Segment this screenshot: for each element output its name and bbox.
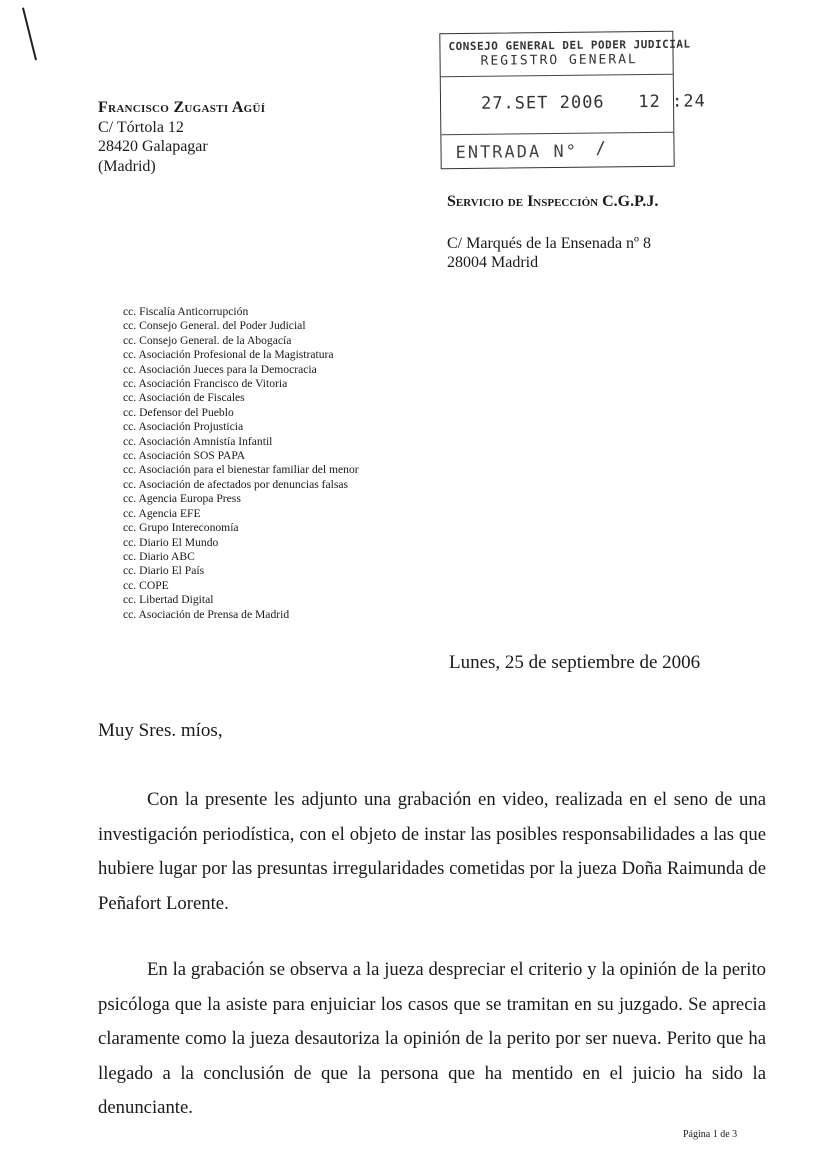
stamp-registry: REGISTRO GENERAL [480,52,638,69]
cc-item: cc. Libertad Digital [123,593,214,607]
cc-item: cc. Agencia EFE [123,506,201,520]
cc-item: cc. Asociación Profesional de la Magistratura [123,348,334,362]
letter-date: Lunes, 25 de septiembre de 2006 [449,652,701,673]
stamp-divider [441,74,673,77]
registry-stamp [439,31,706,169]
cc-item: cc. Consejo General. de la Abogacía [123,333,292,347]
body-paragraph: Con la presente les adjunto una grabación en video, realizada en el seno de una investigación periodística, con el objeto de instar las posibles responsabilidades a las que hubiere lugar por las presuntas irregularidades cometidas por la jueza Doña Raimunda de Peñafort Lorente. [98,789,766,914]
salutation: Muy Sres. míos, [98,720,223,741]
sender-street: C/ Tórtola 12 [98,118,184,136]
cc-item: cc. COPE [123,578,169,592]
stamp-divider [441,132,673,135]
cc-item: cc. Grupo Intereconomía [123,521,239,535]
cc-item: cc. Asociación Amnistía Infantil [123,434,273,448]
cc-item: cc. Asociación SOS PAPA [123,449,246,463]
stamp-time: 12 :24 [638,91,706,113]
stamp-date: 27.SET 2006 [480,92,605,114]
recipient-address [447,192,658,273]
cc-item: cc. Asociación de afectados por denuncias falsas [123,477,349,491]
cc-item: cc. Asociación de Prensa de Madrid [123,607,290,621]
recipient-street: C/ Marqués de la Ensenada nº 8 [447,234,652,252]
page-number: Página 1 de 3 [683,1129,738,1140]
stamp-datetime [481,91,706,113]
stamp-entry-number: / [595,138,606,159]
cc-item: cc. Diario El Mundo [123,535,219,549]
cc-item: cc. Asociación Jueces para la Democracia [123,362,317,376]
sender-province: (Madrid) [98,157,156,175]
sender-city: 28420 Galapagar [98,138,208,155]
scan-mark [22,8,37,61]
cc-item: cc. Asociación Francisco de Vitoria [123,377,288,391]
cc-item: cc. Diario El País [123,564,205,578]
stamp-entry-label: ENTRADA N° [455,141,579,164]
cc-list [123,305,359,622]
cc-item: cc. Asociación de Fiscales [123,391,245,405]
recipient-name: Servicio de Inspección C.G.P.J. [447,193,659,210]
cc-item: cc. Diario ABC [123,549,195,563]
body-paragraph: En la grabación se observa a la jueza despreciar el criterio y la opinión de la perito psicóloga que la asiste para enjuiciar los casos que se tramitan en su juzgado. Se aprecia claramente como la jueza desautoriza la opinión de la perito por ser nueva. Perito que ha llegado a la conclusión de que la persona que ha mentido en el juicio ha sido la denunciante. [98,959,766,1118]
cc-item: cc. Asociación para el bienestar familiar del menor [123,463,359,477]
sender-name: Francisco Zugasti Agüí [98,99,266,116]
cc-item: cc. Consejo General. del Poder Judicial [123,319,306,333]
cc-item: cc. Asociación Projusticia [123,420,244,434]
cc-item: cc. Defensor del Pueblo [123,405,234,419]
cc-item: cc. Fiscalía Anticorrupción [123,305,249,318]
sender-address [98,98,265,176]
recipient-city: 28004 Madrid [447,254,539,271]
cc-item: cc. Agencia Europa Press [123,492,241,506]
stamp-institution: CONSEJO GENERAL DEL PODER JUDICIAL [448,37,691,54]
